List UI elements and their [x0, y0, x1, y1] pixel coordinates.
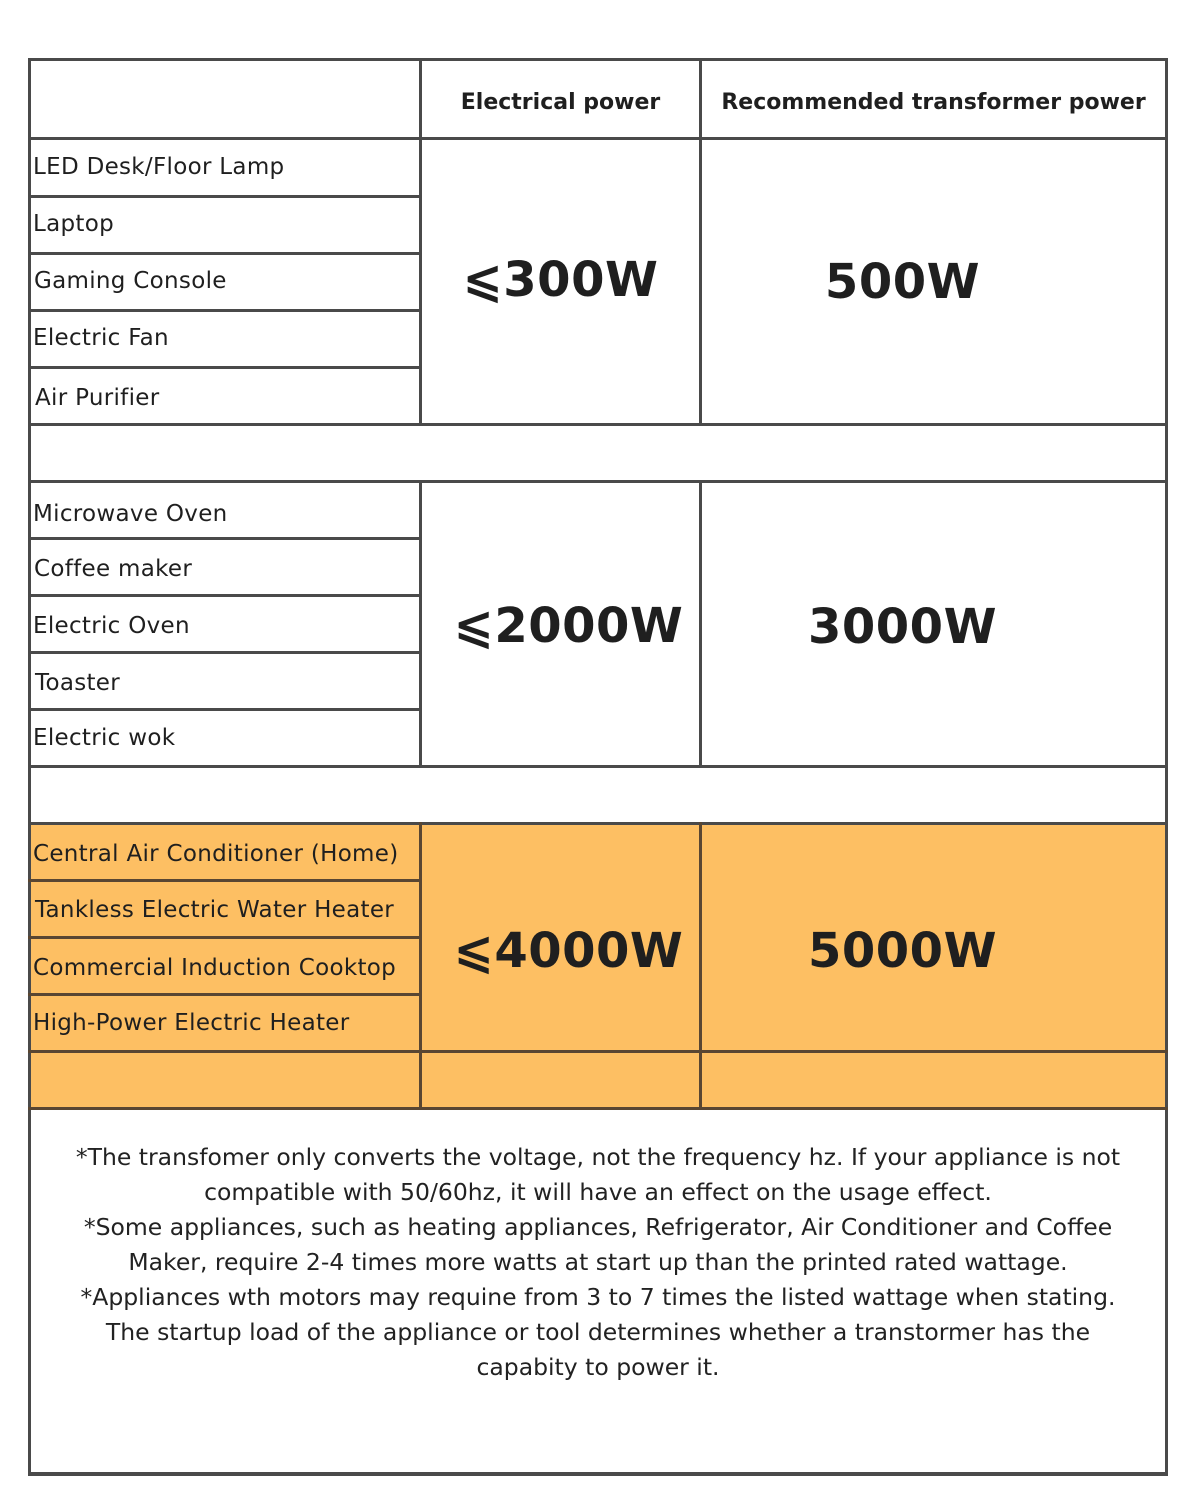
appliance-cell: Toaster	[35, 670, 121, 696]
header-electrical-power: Electrical power	[460, 90, 661, 115]
footnote-line: *Some appliances, such as heating appliances, Refrigerator, Air Conditioner and Coffee	[83, 1213, 1113, 1241]
appliance-cell: Microwave Oven	[33, 501, 228, 527]
row-divider	[28, 651, 422, 654]
row-divider	[28, 993, 422, 996]
electrical-power-value: ⩽2000W	[453, 598, 684, 654]
column-divider-1	[419, 822, 422, 1109]
group-divider	[28, 480, 1168, 483]
footnote-line: capabity to power it.	[476, 1353, 720, 1381]
footnote-line: *The transfomer only converts the voltage, not the frequency hz. If your appliance is not	[75, 1143, 1121, 1171]
row-divider	[28, 708, 422, 711]
table-bottom-divider	[28, 1107, 1168, 1110]
appliance-cell: Commercial Induction Cooktop	[33, 955, 397, 981]
appliance-cell: Laptop	[33, 211, 114, 237]
appliance-cell: Electric Fan	[33, 325, 169, 351]
row-divider	[28, 366, 422, 369]
appliance-cell: Tankless Electric Water Heater	[35, 897, 395, 923]
footnote-line: *Appliances wth motors may requine from 3 to 7 times the listed wattage when stating.	[80, 1283, 1116, 1311]
row-divider	[28, 195, 422, 198]
row-divider	[28, 537, 422, 540]
header-divider	[28, 137, 1168, 140]
appliance-cell: Central Air Conditioner (Home)	[33, 841, 399, 867]
appliance-cell: Gaming Console	[34, 268, 227, 294]
group-divider	[28, 423, 1168, 426]
appliance-cell: LED Desk/Floor Lamp	[33, 154, 285, 180]
footnote-line: Maker, require 2-4 times more watts at start up than the printed rated wattage.	[128, 1248, 1068, 1276]
footnote-line: The startup load of the appliance or tool determines whether a transtormer has the	[105, 1318, 1091, 1346]
header-recommended-transformer-power: Recommended transformer power	[721, 90, 1146, 115]
footnote-line: compatible with 50/60hz, it will have an effect on the usage effect.	[204, 1178, 992, 1206]
appliance-cell: Electric Oven	[33, 613, 190, 639]
footnotes	[31, 1140, 1165, 1385]
electrical-power-value: ⩽4000W	[453, 923, 684, 979]
appliance-cell: Electric wok	[33, 725, 176, 751]
group-divider	[28, 822, 1168, 825]
recommended-power-value: 500W	[824, 254, 981, 310]
row-divider	[28, 879, 422, 882]
electrical-power-value: ⩽300W	[462, 252, 659, 308]
row-divider	[28, 309, 422, 312]
row-divider	[28, 594, 422, 597]
recommended-power-value: 3000W	[807, 599, 998, 655]
row-divider	[28, 1050, 1168, 1053]
group-divider	[28, 765, 1168, 768]
recommended-power-value: 5000W	[807, 923, 998, 979]
appliance-cell: Coffee maker	[34, 556, 193, 582]
row-divider	[28, 936, 422, 939]
appliance-cell: High-Power Electric Heater	[33, 1010, 350, 1036]
appliance-cell: Air Purifier	[35, 385, 160, 411]
column-divider-1	[419, 480, 422, 767]
row-divider	[28, 252, 422, 255]
